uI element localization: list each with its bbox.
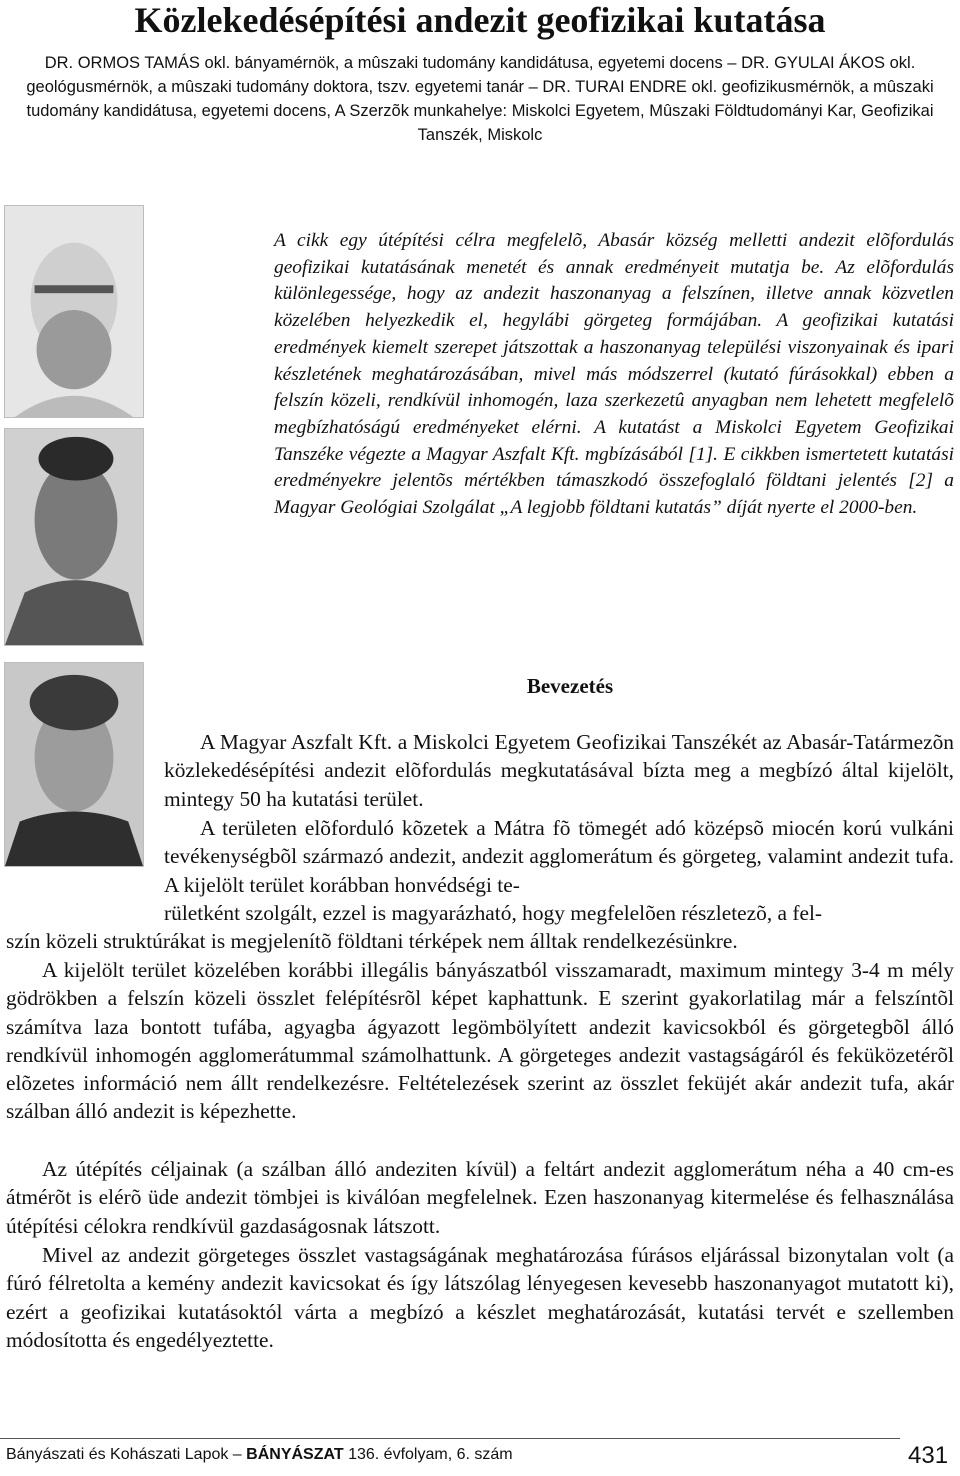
body-paragraph-5: Mivel az andezit görgeteges összlet vastagságának meghatározása fúrásos eljárással bizonytalan volt (a fúró félretolta a kemény andezit kavicsokat és így látszólag lényegesen kevesebb haszonanyagot mutatott ki), ezért a geofizikai kutatásoktól várta a megbízó a készlet meghatározását, kutatási tervét e szellemben módosította és engedélyeztette. [6, 1243, 954, 1352]
footer-volume: 136. évfolyam, 6. szám [348, 1446, 513, 1463]
body-paragraph-4: Az útépítés céljainak (a szálban álló andeziten kívül) a feltárt andezit agglomerátum néha a 40 cm-es átmérõt is elérõ üde andezit tömbjei is kiválóan megfelelnek. Ezen haszonanyag kitermelése és felhasználása útépítési célokra rendkívül gazdaságosnak látszott. [6, 1157, 954, 1238]
body-paragraph-2-cont: rületként szolgált, ezzel is magyarázható, hogy megfelelõen részletezõ, a fel- [164, 901, 823, 925]
footer-journal-bold: BÁNYÁSZAT [246, 1446, 344, 1463]
section-heading: Bevezetés [526, 674, 614, 698]
author-photo-1 [4, 205, 144, 418]
body-paragraph-2-end: szín közeli struktúrákat is megjelenítõ földtani térképek nem álltak rendelkezésünkre. [6, 929, 738, 953]
body-paragraph-3: A kijelölt terület közelében korábbi illegális bányászatból visszamaradt, maximum mintegy 3-4 m mély gödrökben a felszín közeli összlet felépítésrõl képet kaphattunk. E szerint gyakorlatilag már a felszíntõl számítva laza bontott tufába, agyagba ágyazott legömbölyített andezit kavicsokból és görgetegbõl álló rendkívül inhomogén agglomerátummal számolhattunk. A görgeteges andezit vastagságáról és feküközetérõl elõzetes információ nem állt rendelkezésre. Feltételezések szerint az összlet feküjét akár andezit tufa, akár szálban álló andezit is képezhette. [6, 958, 954, 1124]
abstract: A cikk egy útépítési célra megfelelõ, Abasár község melletti andezit elõfordulás geofizikai kutatásának menetét és annak eredményeit mutatja be. Az elõfordulás különlegessége, hogy az andezit haszonanyag a felszínen, illetve annak közvetlen közelében helyezkedik el, hegylábi görgeteg formájában. A geofizikai kutatási eredmények kiemelt szerepet játszottak a haszonanyag települési viszonyainak és ipari készletének meghatározásában, mivel más módszerrel (kutató fúrásokkal) ebben a felszín közeli, rendkívül inhomogén, laza szerkezetû anyagban nem lehetett megfelelõ megbízhatóságú eredményeket elérni. A kutatást a Miskolci Egyetem Geofizikai Tanszéke végezte a Magyar Aszfalt Kft. mgbízásából [1]. E cikkben ismertetett kutatási eredményekre jelentõs mértékben támaszkodó összefoglaló földtani jelentés [2] a Magyar Geológiai Szolgálat „A legjobb földtani kutatás” díját nyerte el 2000-ben. [274, 230, 954, 519]
body-paragraph-1: A Magyar Aszfalt Kft. a Miskolci Egyetem Geofizikai Tanszékét az Abasár-Tatármezõn közlekedésépítési andezit elõfordulás megkutatásával bízta meg a megbízó által kijelölt, mintegy 50 ha kutatási terület. [164, 730, 954, 811]
author-affiliations: DR. ORMOS TAMÁS okl. bányamérnök, a mûszaki tudomány kandidátusa, egyetemi docens – DR. GYULAI ÁKOS okl. geológusmérnök, a mûszaki tudomány doktora, tszv. egyetemi tanár – DR. TURAI ENDRE okl. geofizikusmérnök, a mûszaki tudomány kandidátusa, egyetemi docens, A Szerzõk munkahelye: Miskolci Egyetem, Mûszaki Földtudományi Kar, Geofizikai Tanszék, Miskolc [26, 54, 934, 144]
footer-journal [6, 1446, 513, 1464]
article-title: Közlekedésépítési andezit geofizikai kutatása [134, 0, 826, 40]
author-photo-2 [4, 428, 144, 646]
footer-journal-name: Bányászati és Kohászati Lapok – [6, 1446, 242, 1463]
page-number: 431 [908, 1442, 949, 1469]
author-photo-3 [4, 662, 144, 867]
body-paragraph-2: A területen elõforduló kõzetek a Mátra fõ tömegét adó középsõ miocén korú vulkáni tevékenységbõl származó andezit, andezit agglomerátum és görgeteg, valamint andezit tufa. A kijelölt terület korábban honvédségi te- [164, 816, 954, 897]
footer-divider [0, 1438, 900, 1439]
